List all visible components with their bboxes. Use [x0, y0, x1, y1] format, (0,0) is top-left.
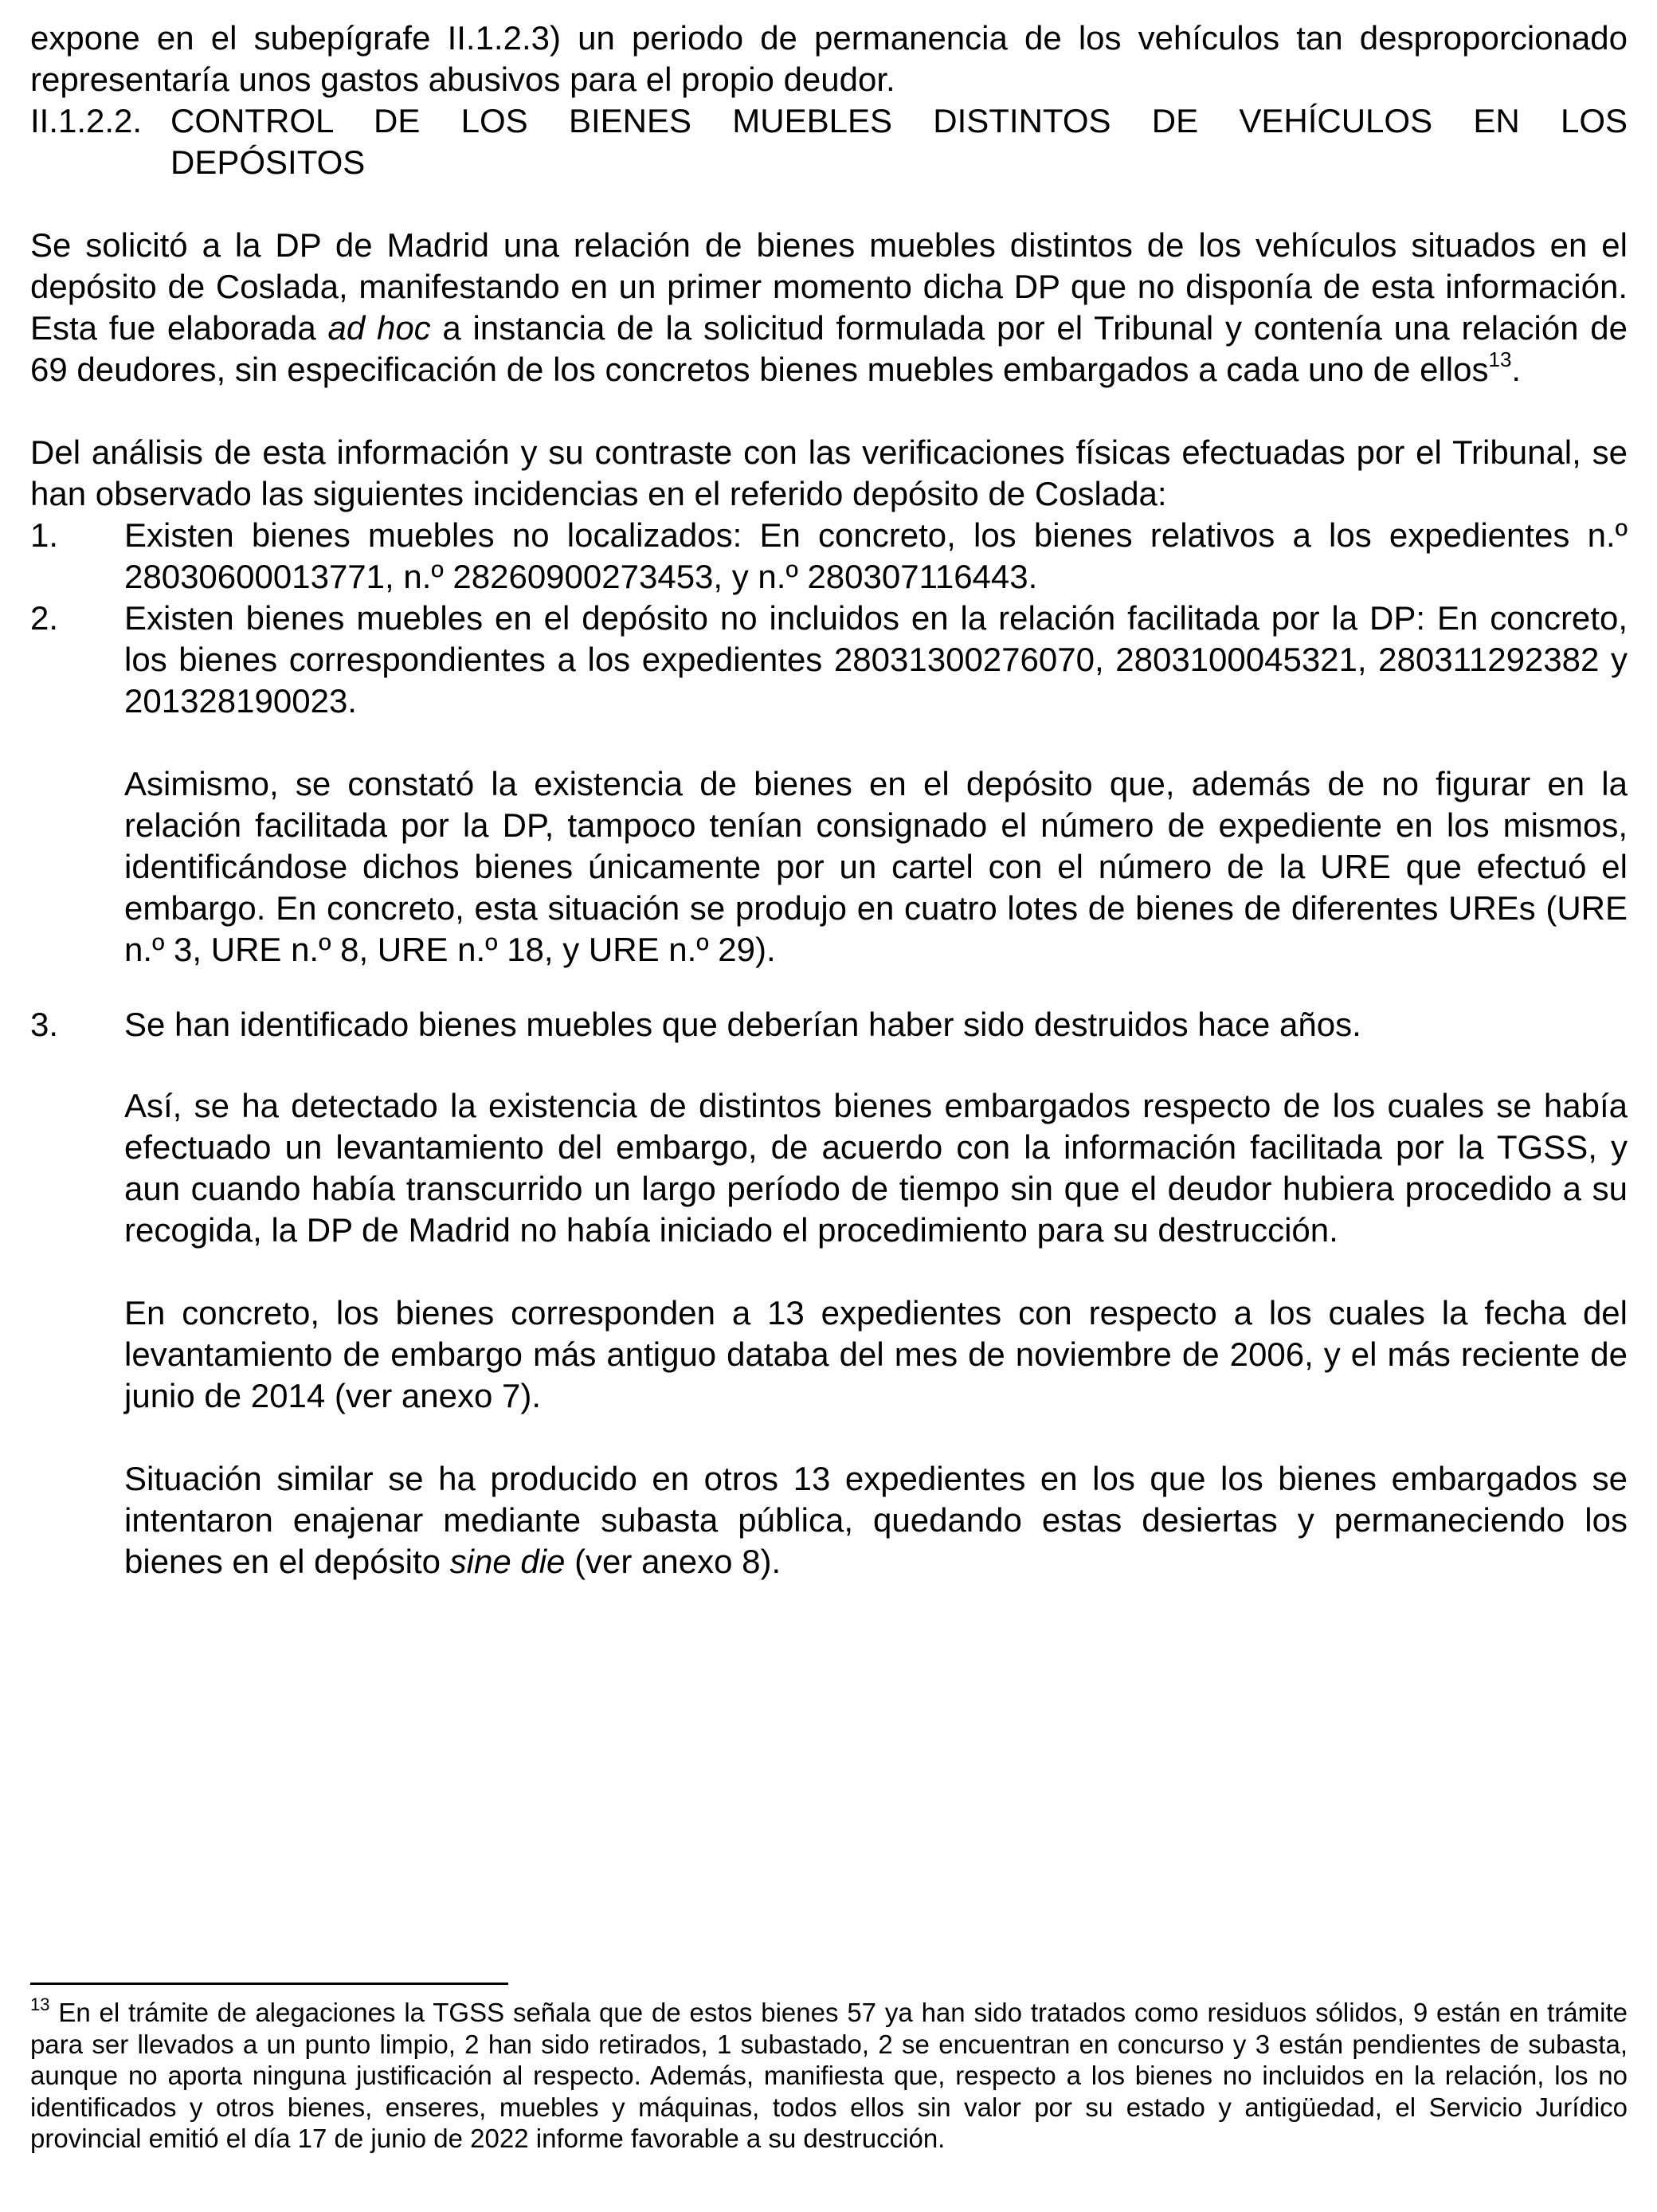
list-item-2	[30, 598, 1628, 722]
section-number: II.1.2.2.	[30, 102, 143, 139]
list-item-number: 3.	[30, 1006, 59, 1043]
paragraph-request-part-1: Se solicitó a la DP de Madrid una relación de bienes muebles distintos de los vehículos situados en el depósito de Coslada, manifestando en un primer momento dicha DP que no disponía de esta información. Esta fue elaborada	[30, 226, 1628, 347]
list-item-1	[30, 515, 1628, 598]
footnote-number: 13	[30, 1994, 50, 2014]
list-item-3	[30, 1004, 1628, 1045]
subparagraph-part-1: Situación similar se ha producido en otros 13 expedientes en los que los bienes embargados se intentaron enajenar mediante subasta pública, quedando estas desiertas y permaneciendo los bienes en el depósito	[124, 1460, 1628, 1580]
document-page	[30, 18, 1628, 1616]
list-item-number: 1.	[30, 516, 59, 554]
footnote-reference[interactable]: 13	[1488, 347, 1512, 371]
list-item-3-subparagraph-2: En concreto, los bienes corresponden a 13 expedientes con respecto a los cuales la fecha del levantamiento de embargo más antiguo databa del mes de noviembre de 2006, y el más reciente de junio de 2014 (ver anexo 7).	[124, 1294, 1628, 1414]
paragraph-request-end: .	[1511, 351, 1522, 388]
list-item-number: 2.	[30, 599, 59, 637]
list-item-3-subparagraph-3	[124, 1458, 1628, 1583]
list-item-3-subparagraph-1: Así, se ha detectado la existencia de distintos bienes embargados respecto de los cuales se había efectuado un levantamiento del embargo, de acuerdo con la información facilitada por la TGSS, y aun cuando había transcurrido un largo período de tiempo sin que el deudor hubiera procedido a su recogida, la DP de Madrid no había iniciado el procedimiento para su destrucción.	[124, 1087, 1628, 1249]
paragraph-request-italic: ad hoc	[327, 309, 431, 347]
paragraph-request-part-2: a instancia de la solicitud formulada por el Tribunal y contenía una relación de 69 deudores, sin especificación de los concretos bienes muebles embargados a cada uno de ellos	[30, 309, 1628, 388]
section-title-line-2: DEPÓSITOS	[170, 143, 366, 181]
subparagraph-part-2: (ver anexo 8).	[565, 1543, 781, 1580]
list-item-text: Existen bienes muebles no localizados: En concreto, los bienes relativos a los expedientes n.º 28030600013771, n.º 28260900273453, y n.º 280307116443.	[124, 516, 1628, 595]
footnote-separator	[30, 1983, 508, 1985]
list-item-2-subparagraph: Asimismo, se constató la existencia de bienes en el depósito que, además de no figurar en la relación facilitada por la DP, tampoco tenían consignado el número de expediente en los mismos, identificándose dichos bienes únicamente por un cartel con el número de la URE que efectuó el embargo. En concreto, esta situación se produjo en cuatro lotes de bienes de diferentes UREs (URE n.º 3, URE n.º 8, URE n.º 18, y URE n.º 29).	[124, 765, 1628, 968]
paragraph-analysis: Del análisis de esta información y su contraste con las verificaciones físicas efectuadas por el Tribunal, se han observado las siguientes incidencias en el referido depósito de Coslada:	[30, 433, 1628, 512]
section-heading	[30, 100, 1628, 183]
subparagraph-italic: sine die	[449, 1543, 566, 1580]
paragraph-request	[30, 225, 1628, 390]
footnote	[30, 1994, 1628, 2155]
intro-paragraph: expone en el subepígrafe II.1.2.3) un periodo de permanencia de los vehículos tan desproporcionado representaría unos gastos abusivos para el propio deudor.	[30, 19, 1628, 98]
section-title-line-1: CONTROL DE LOS BIENES MUEBLES DISTINTOS DE VEHÍCULOS EN LOS	[170, 102, 1628, 139]
footnote-text: En el trámite de alegaciones la TGSS señala que de estos bienes 57 ya han sido tratados como residuos sólidos, 9 están en trámite para ser llevados a un punto limpio, 2 han sido retirados, 1 subastado, 2 se encuentran en concurso y 3 están pendientes de subasta, aunque no aporta ninguna justificación al respecto. Además, manifiesta que, respecto a los bienes no incluidos en la relación, los no identificados y otros bienes, enseres, muebles y máquinas, todos ellos sin valor por su estado y antigüedad, el Servicio Jurídico provincial emitió el día 17 de junio de 2022 informe favorable a su destrucción.	[30, 1998, 1628, 2153]
list-item-text: Existen bienes muebles en el depósito no incluidos en la relación facilitada por la DP: En concreto, los bienes correspondientes a los expedientes 28031300276070, 2803100045321, 280311292382 y 201328190023.	[124, 599, 1628, 720]
list-item-text: Se han identificado bienes muebles que deberían haber sido destruidos hace años.	[124, 1006, 1361, 1043]
section-title	[170, 100, 1628, 183]
